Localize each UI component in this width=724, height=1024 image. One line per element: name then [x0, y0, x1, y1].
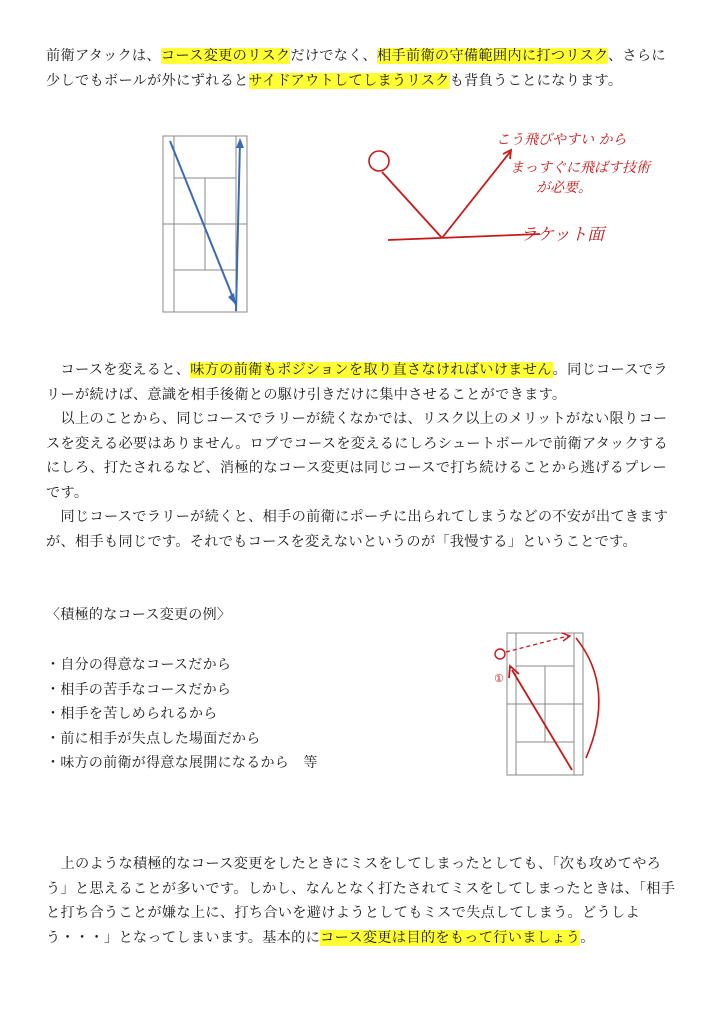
ball-icon: [495, 649, 505, 659]
section-title: 〈積極的なコース変更の例〉: [46, 607, 232, 623]
annotation-line1: こう飛びやすい から: [496, 132, 627, 148]
annotation-line2: まっすぐに飛ばす技術: [510, 160, 650, 176]
racket-label: ラケット面: [520, 225, 605, 245]
highlight: サイドアウトしてしまうリスク: [248, 72, 450, 89]
paragraph-front-attack-risk: 前衛アタックは、コース変更のリスクだけでなく、相手前衛の守備範囲内に打つリスク、さらに少しでもボールが外にずれるとサイドアウトしてしまうリスクも背負うことになります。: [46, 48, 666, 89]
list-item: ・ 前に相手が失点した場面だから: [46, 727, 318, 752]
ball-icon: [369, 151, 389, 171]
court-diagram-2: [490, 628, 620, 778]
list-item: ・ 相手の苦手なコースだから: [46, 678, 318, 703]
annotation-line3: が必要。: [536, 180, 592, 196]
shot-arrow-cross: [170, 141, 236, 305]
paragraph-patience: 同じコースでラリーが続くと、相手の前衛にポーチに出られてしまうなどの不安が出てきますが、相手も同じです。それでもコースを変えないというのが「我慢する」ということです。: [46, 509, 669, 550]
highlight: コース変更は目的をもって行いましょう: [320, 929, 581, 946]
shot-arrow-straight: [236, 141, 240, 311]
highlight: 味方の前衛もポジションを取り直さなければいけません: [190, 362, 553, 378]
list-item: ・ 味方の前衛が得意な展開になるから 等: [46, 751, 318, 776]
paragraph-course-change: コースを変えると、味方の前衛もポジションを取り直さなければいけません。同じコースでラリーが続けば、意識を相手後衛との駆け引きだけに集中させることができます。 以上のことから、同じコースでラリーが続くなかでは、リスク以上のメリットがない限りコースを変える必要はありません。ロブでコースを変えるにしろシュートボールで前衛アタックするにしろ、打たされるなど、消極的なコース変更は同じコースで打ち続けることから逃げるプレーです。 同じコースでラリーが続くと、相手の前衛にポーチに出られてしまうなどの不安が出てきますが、相手も同じです。それでもコースを変えないというのが「我慢する」ということです。: [46, 362, 669, 550]
racket-face-sketch: [360, 128, 700, 258]
court-diagram-1: [160, 133, 252, 315]
highlight: 相手前衛の守備範囲内に打つリスク: [376, 48, 608, 64]
court2-label: ①: [494, 672, 504, 685]
list-item: ・ 自分の得意なコースだから: [46, 653, 318, 678]
list-item: ・ 相手を苦しめられるから: [46, 702, 318, 727]
highlight: コース変更のリスク: [160, 48, 291, 64]
reason-list: [46, 653, 318, 776]
paragraph-conclusion: 上のような積極的なコース変更をしたときにミスをしてしまったとしても、「次も攻めてやろう」と思えることが多いです。しかし、なんとなく打たされてミスをしてしまったときは、「相手と打ち合うことが嫌な上に、打ち合いを避けようとしてもミスで失点してしまう。どうしよう・・・」となってしまいます。基本的にコース変更は目的をもって行いましょう。: [46, 856, 676, 946]
paragraph-rally: 以上のことから、同じコースでラリーが続くなかでは、リスク以上のメリットがない限りコースを変える必要はありません。ロブでコースを変えるにしろシュートボールで前衛アタックするにしろ、打たされるなど、消極的なコース変更は同じコースで打ち続けることから逃げるプレーです。: [46, 411, 668, 501]
